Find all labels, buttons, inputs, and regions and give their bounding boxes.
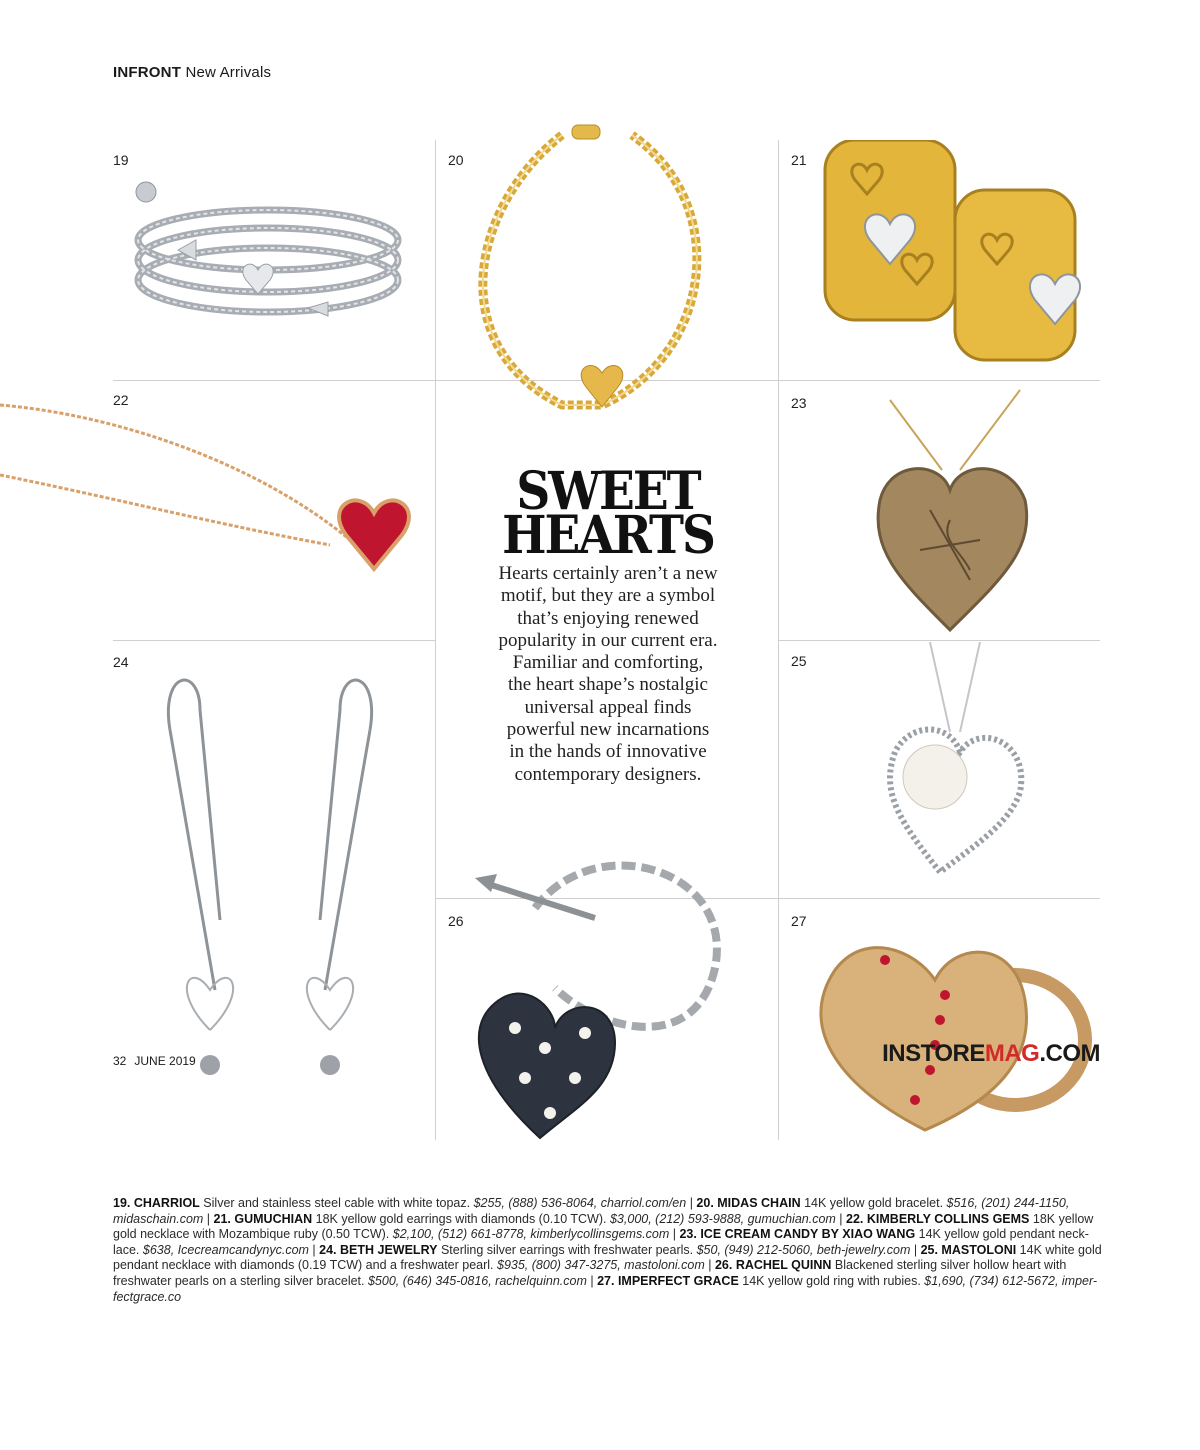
credit-contact: $3,000, (212) 593-9888, gumuchian.com	[609, 1211, 836, 1226]
credit-contact: $50, (949) 212-5060, beth-jewelry.com	[696, 1242, 911, 1257]
hoop-earrings-icon	[815, 140, 1100, 370]
body-line: motif, but they are a symbol	[500, 585, 716, 607]
headline-line: HEARTS	[502, 504, 714, 567]
credit-desc: Sterling silver earrings with freshwater pearls.	[437, 1242, 697, 1257]
credit-label: 25. MASTOLONI	[920, 1242, 1017, 1257]
credit-contact: $500, (646) 345-0816, rachelquinn.com	[367, 1273, 587, 1288]
feature-headline	[440, 460, 776, 567]
credit-label: 19. CHARRIOL	[113, 1196, 200, 1210]
headline-line: SWEET	[516, 460, 700, 523]
logo-part: .COM	[1039, 1040, 1100, 1067]
cable-bangle-icon	[118, 180, 418, 340]
pearl-heart-pendant-icon	[870, 642, 1050, 892]
credit-contact: $1,690, (734) 612-5672, imper-fectgrace.co	[113, 1273, 1098, 1304]
credit-desc: 14K white gold pendant necklace with diamonds (0.19 TCW) and a freshwater pearl.	[113, 1242, 1102, 1273]
credit-label: 26. RACHEL QUINN	[714, 1258, 832, 1273]
grid-divider	[113, 640, 435, 641]
body-line: popularity in our current era.	[498, 629, 718, 651]
ruby-necklace-icon	[0, 395, 420, 595]
threader-earrings-icon	[140, 670, 400, 1150]
credit-separator: |	[835, 1211, 847, 1226]
page-footer	[113, 1054, 204, 1068]
page-number: 32	[113, 1054, 127, 1068]
body-line: the heart shape’s nostalgic	[508, 674, 708, 696]
issue-date: JUNE 2019	[134, 1054, 196, 1068]
logo-part: INSTORE	[882, 1040, 985, 1067]
credit-separator: |	[669, 1227, 680, 1242]
credit-desc: 14K yellow gold bracelet.	[800, 1196, 947, 1210]
section-header	[113, 64, 271, 81]
item-number: 24	[113, 654, 129, 670]
credit-contact: $516, (201) 244-1150, midaschain.com	[113, 1196, 1070, 1226]
item-number: 25	[791, 653, 807, 669]
item-number: 20	[448, 152, 464, 168]
chain-bracelet-icon	[452, 115, 752, 425]
magazine-logo[interactable]	[882, 1040, 1100, 1068]
body-line: powerful new incarnations	[506, 719, 710, 741]
feature-body	[466, 563, 750, 786]
item-number: 19	[113, 152, 129, 168]
body-line: in the hands of innovative	[509, 741, 707, 763]
logo-accent: MAG	[984, 1040, 1040, 1067]
credit-desc: 14K yellow gold ring with rubies.	[738, 1273, 925, 1288]
credit-desc: Blackened sterling silver hollow heart with freshwater pearls on a sterling silver bracelet.	[113, 1258, 1067, 1288]
credit-contact: $638, Icecreamcandynyc.com	[142, 1242, 309, 1257]
credit-separator: |	[308, 1242, 320, 1257]
section-subtitle: New Arrivals	[185, 64, 272, 81]
credit-label: 24. BETH JEWELRY	[319, 1242, 438, 1257]
heart-pendant-icon	[860, 380, 1050, 635]
heart-ring-icon	[805, 920, 1100, 1140]
body-line: contemporary designers.	[514, 763, 702, 785]
credit-desc: 14K yellow gold pendant neck-lace.	[113, 1227, 1089, 1257]
credit-separator: |	[586, 1273, 598, 1288]
credit-desc: 18K yellow gold necklace with Mozambique ruby (0.50 TCW).	[113, 1211, 1094, 1242]
charm-bracelet-icon	[445, 828, 765, 1158]
credit-separator: |	[686, 1196, 697, 1210]
credit-desc: Silver and stainless steel cable with white topaz.	[199, 1196, 474, 1210]
credit-contact: $255, (888) 536-8064, charriol.com/en	[473, 1196, 687, 1210]
credit-contact: $935, (800) 347-3275, mastoloni.com	[497, 1258, 705, 1273]
item-number: 21	[791, 152, 807, 168]
item-number: 23	[791, 395, 807, 411]
body-line: Familiar and comforting,	[512, 652, 704, 674]
credit-label: 20. MIDAS CHAIN	[696, 1196, 801, 1210]
grid-divider	[778, 640, 1100, 641]
credit-contact: $2,100, (512) 661-8778, kimberlycollinsgems.com	[392, 1227, 670, 1242]
body-line: universal appeal finds	[524, 696, 692, 718]
credit-label: 27. IMPERFECT GRACE	[597, 1273, 739, 1288]
credit-separator: |	[203, 1211, 214, 1226]
credit-separator: |	[910, 1242, 921, 1257]
credit-label: 21. GUMUCHIAN	[213, 1211, 313, 1226]
credit-label: 23. ICE CREAM CANDY BY XIAO WANG	[679, 1227, 916, 1242]
section-name: INFRONT	[113, 64, 182, 81]
credit-label: 22. KIMBERLY COLLINS GEMS	[846, 1211, 1030, 1226]
credit-desc: 18K yellow gold earrings with diamonds (0.10 TCW).	[312, 1211, 610, 1226]
body-line: that’s enjoying renewed	[517, 607, 699, 629]
item-number: 26	[448, 913, 464, 929]
grid-divider	[435, 140, 436, 1140]
item-number: 27	[791, 913, 807, 929]
credit-separator: |	[704, 1258, 715, 1273]
item-number: 22	[113, 392, 129, 408]
product-credits	[113, 1196, 1105, 1305]
body-line: Hearts certainly aren’t a new	[498, 563, 718, 584]
